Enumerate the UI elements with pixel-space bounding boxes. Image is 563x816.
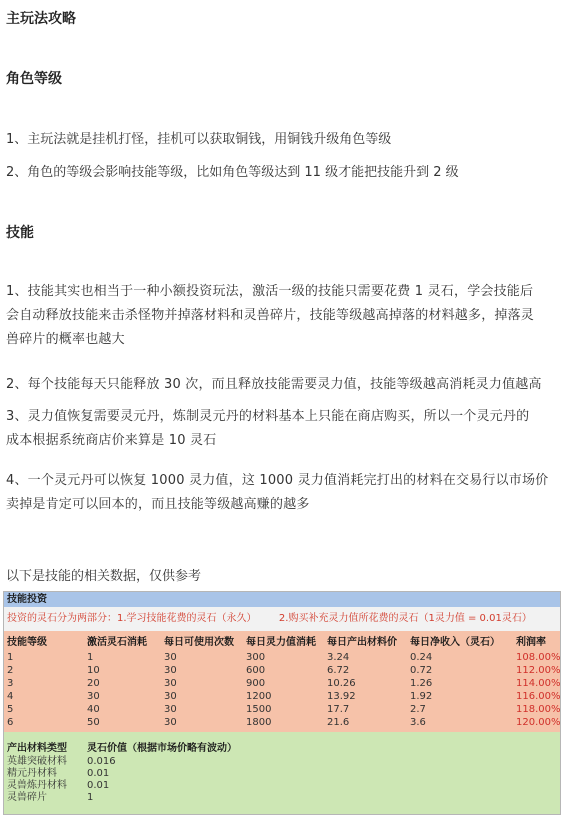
- material-name: 灵兽碎片: [7, 792, 47, 803]
- material-value: 0.01: [87, 780, 110, 791]
- table-cell: 10.26: [327, 678, 356, 689]
- table-header-row: [4, 636, 560, 649]
- table-cell: 50: [87, 717, 100, 728]
- profit-rate-cell: 114.00%: [516, 678, 561, 689]
- table-cell: 30: [164, 665, 177, 676]
- data-intro: 以下是技能的相关数据，仅供参考: [6, 569, 202, 584]
- table-cell: 1: [7, 652, 14, 663]
- table-row: [4, 677, 560, 690]
- skill-paragraph-2: [6, 373, 558, 397]
- table-cell: 30: [164, 678, 177, 689]
- table-cell: 30: [164, 691, 177, 702]
- header-cell: 每日可使用次数: [164, 637, 234, 648]
- table-cell: 4: [7, 691, 14, 702]
- table-cell: 3.24: [327, 652, 350, 663]
- table-cell: 0.24: [410, 652, 433, 663]
- text-line: 2、每个技能每天只能释放 30 次，而且释放技能需要灵力值，技能等级越高消耗灵力值越高: [6, 377, 542, 392]
- table-cell: 3: [7, 678, 14, 689]
- paragraph-1: 1、主玩法就是挂机打怪，挂机可以获取铜钱，用铜钱升级角色等级: [6, 132, 392, 147]
- header-cell: 利润率: [516, 637, 546, 648]
- text-line: 兽碎片的概率也越大: [6, 332, 125, 347]
- material-name: 英雄突破材料: [7, 756, 67, 767]
- table-cell: 900: [246, 678, 266, 689]
- paragraph-2: 2、角色的等级会影响技能等级，比如角色等级达到 11 级才能把技能升到 2 级: [6, 165, 459, 180]
- profit-rate-cell: 112.00%: [516, 665, 561, 676]
- header-cell: 激活灵石消耗: [87, 637, 147, 648]
- table-cell: 30: [164, 704, 177, 715]
- skill-investment-spreadsheet: [3, 591, 561, 815]
- skill-paragraph-3: [6, 405, 558, 453]
- note-part-b: 2.购买补充灵力值所花费的灵石（1灵力值 = 0.01灵石）: [278, 613, 532, 624]
- text-line: 3、灵力值恢复需要灵元丹，炼制灵元丹的材料基本上只能在商店购买，所以一个灵元丹的: [6, 409, 530, 424]
- text-line: 4、一个灵元丹可以恢复 1000 灵力值，这 1000 灵力值消耗完打出的材料在交易行以市场价: [6, 473, 549, 488]
- table-cell: 6.72: [327, 665, 350, 676]
- table-cell: 6: [7, 717, 14, 728]
- page-title: 主玩法攻略: [6, 11, 76, 27]
- material-value: 0.01: [87, 768, 110, 779]
- table-row: [4, 690, 560, 703]
- table-row: [4, 716, 560, 729]
- table-row: [4, 703, 560, 716]
- table-cell: 30: [164, 652, 177, 663]
- table-cell: 40: [87, 704, 100, 715]
- header-cell: 每日灵力值消耗: [246, 637, 316, 648]
- material-name: 灵兽炼丹材料: [7, 780, 67, 791]
- text-line: 会自动释放技能来击杀怪物并掉落材料和灵兽碎片，技能等级越高掉落的材料越多，掉落灵: [6, 308, 535, 323]
- table-cell: 1.26: [410, 678, 433, 689]
- header-cell: 技能等级: [7, 637, 47, 648]
- table-row: [4, 664, 560, 677]
- profit-rate-cell: 108.00%: [516, 652, 561, 663]
- table-cell: 10: [87, 665, 100, 676]
- note-part-a: 投资的灵石分为两部分：1.学习技能花费的灵石（永久）: [7, 613, 257, 624]
- material-value: 1: [87, 792, 94, 803]
- investment-note: [4, 607, 560, 631]
- profit-rate-cell: 116.00%: [516, 691, 561, 702]
- table-row: [4, 651, 560, 664]
- material-value: 0.016: [87, 756, 116, 767]
- profit-rate-cell: 120.00%: [516, 717, 561, 728]
- table-cell: 3.6: [410, 717, 426, 728]
- header-cell: 每日产出材料价: [327, 637, 397, 648]
- skill-data-table: [4, 631, 560, 732]
- table-cell: 5: [7, 704, 14, 715]
- table-cell: 13.92: [327, 691, 356, 702]
- table-cell: 1.92: [410, 691, 433, 702]
- table-cell: 300: [246, 652, 266, 663]
- profit-rate-cell: 118.00%: [516, 704, 561, 715]
- section-heading-skill: 技能: [6, 225, 34, 241]
- text-line: 成本根据系统商店价来算是 10 灵石: [6, 433, 217, 448]
- table-cell: 17.7: [327, 704, 350, 715]
- text-line: 卖掉是肯定可以回本的，而且技能等级越高赚的越多: [6, 497, 310, 512]
- table-cell: 1800: [246, 717, 272, 728]
- sheet-section-title: 技能投资: [4, 592, 560, 607]
- text-line: 1、技能其实也相当于一种小额投资玩法，激活一级的技能只需要花费 1 灵石，学会技能后: [6, 284, 534, 299]
- header-cell: 每日净收入（灵石）: [410, 637, 500, 648]
- section-heading-role-level: 角色等级: [6, 71, 62, 87]
- table-cell: 21.6: [327, 717, 350, 728]
- table-cell: 0.72: [410, 665, 433, 676]
- header-cell: 灵石价值（根据市场价略有波动）: [87, 743, 237, 754]
- table-cell: 30: [87, 691, 100, 702]
- skill-paragraph-4: [6, 469, 558, 517]
- materials-table: [4, 732, 560, 814]
- table-cell: 1500: [246, 704, 272, 715]
- table-cell: 20: [87, 678, 100, 689]
- table-cell: 2: [7, 665, 14, 676]
- table-cell: 1200: [246, 691, 272, 702]
- table-cell: 2.7: [410, 704, 426, 715]
- header-cell: 产出材料类型: [7, 743, 67, 754]
- table-cell: 1: [87, 652, 94, 663]
- skill-paragraph-1: [6, 280, 558, 352]
- table-cell: 30: [164, 717, 177, 728]
- material-name: 精元丹材料: [7, 768, 57, 779]
- table-cell: 600: [246, 665, 266, 676]
